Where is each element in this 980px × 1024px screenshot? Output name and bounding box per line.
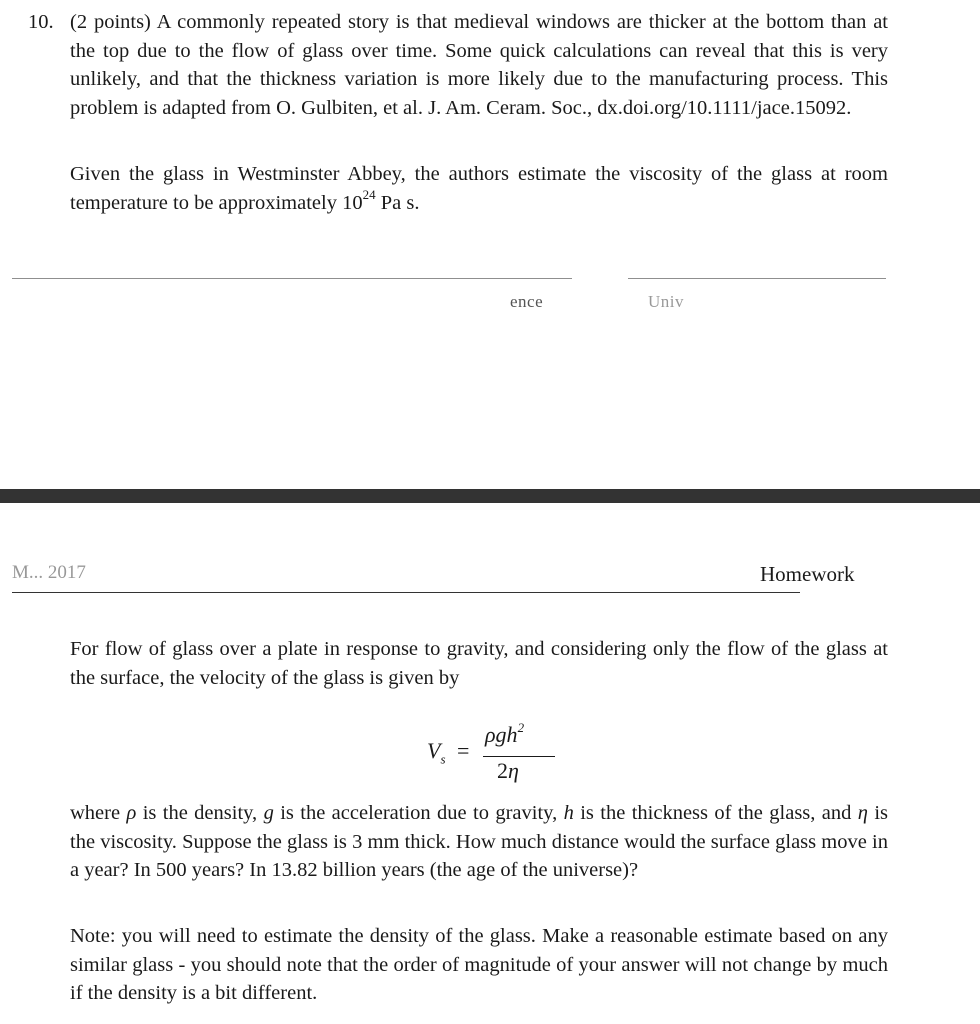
footer-fragment-right: Univ [648,292,684,311]
page-break [0,489,980,503]
flow-paragraph: For flow of glass over a plate in response to gravity, and considering only the flow of the glass at the surface, the velocity of the glass is given by [70,638,888,689]
equation-lhs: $V_s$ [427,738,446,767]
equation-numerator-exponent: 2 [517,719,525,735]
equation-lhs-subscript: s [440,751,446,767]
where-paragraph: where ρ is the density, g is the acceleration due to gravity, h is the thickness of the glass, and η is the viscosity. Suppose the glass is 3 mm thick. How much distance would the surface glass move in a year? In 500 years? In 13.82 billion years (the age of the universe)? [70,802,888,882]
page-header-left: M... 2017 [12,562,86,583]
equation-numerator: ρgh$^2$ [485,719,525,747]
footer-fragment-left: ence [510,292,544,311]
question-number: 10. [28,11,54,33]
fraction-bar [483,756,555,757]
h-symbol: h [563,802,574,824]
rho-symbol: ρ [126,802,137,824]
viscosity-text-after: Pa s. [375,191,420,214]
velocity-equation [427,719,567,788]
g-symbol: g [263,802,274,824]
page-header-rule [12,592,800,593]
viscosity-paragraph [70,160,888,217]
question-intro: (2 points) A commonly repeated story is that medieval windows are thicker at the bottom than at the top due to the flow of glass over time. Some quick calculations can reveal that this is very unlikely, and that the thickness variation is more likely due to the manufacturing process. This problem is adapted from O. Gulbiten, et al. J. Am. Ceram. Soc., dx.doi.org/10.1111/jace.15092. [70,11,888,119]
footer-rule-right [628,278,886,279]
page-header-right: Homework [760,562,855,586]
note-paragraph: Note: you will need to estimate the density of the glass. Make a reasonable estimate based on any similar glass - you should note that the order of magnitude of your answer will not change by much if the density is a bit different. [70,925,888,1005]
equation-denominator: 2η [497,758,519,783]
equation-equals: = [457,738,470,763]
eta-symbol: η [857,802,868,824]
viscosity-text-before: Given the glass in Westminster Abbey, the authors estimate the viscosity of the glass at room temperature to be approximately 10 [70,163,888,214]
viscosity-exponent: 24 [362,186,376,202]
footer-rule-left [12,278,572,279]
